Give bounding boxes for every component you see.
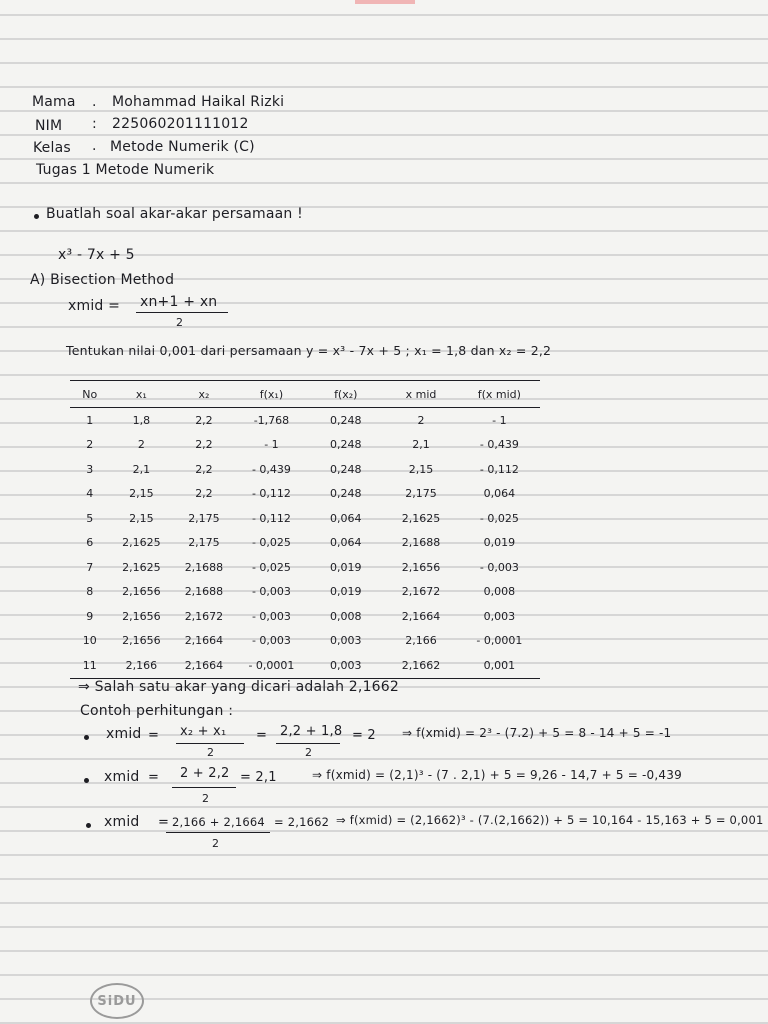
sidu-stamp: SiDU xyxy=(90,983,144,1019)
table-cell: 2,1 xyxy=(412,438,430,452)
table-cell: 2,1 xyxy=(132,462,151,476)
table-row xyxy=(70,604,540,629)
column-header: No xyxy=(70,381,110,408)
example3-eq: = xyxy=(158,815,170,830)
table-cell: 2,1662 xyxy=(383,653,458,678)
table-cell: 11 xyxy=(70,653,110,678)
example2-eq: = xyxy=(148,770,160,785)
example1-numerator2: 2,2 + 1,8 xyxy=(280,724,343,739)
name-sep: . xyxy=(92,94,97,110)
table-cell: 0,001 xyxy=(459,653,540,678)
table-row xyxy=(70,555,540,580)
table-cell: 0,064 xyxy=(330,536,362,550)
table-cell: 0,003 xyxy=(308,653,383,678)
formula-fraction-line xyxy=(136,312,228,313)
example1-denominator: 2 xyxy=(207,746,215,759)
example2-result: = 2,1 xyxy=(240,770,277,785)
nim-sep: : xyxy=(92,116,97,132)
table-row xyxy=(70,506,540,531)
table-row xyxy=(70,580,540,605)
table-cell: 1 xyxy=(86,413,94,427)
table-cell: 2,2 xyxy=(195,462,213,476)
table-cell: - 0,0001 xyxy=(476,634,523,648)
column-header: x₂ xyxy=(173,381,235,408)
table-cell: 0,064 xyxy=(483,487,516,501)
table-cell: 2,1672 xyxy=(184,609,224,623)
table-cell: 6 xyxy=(86,536,94,550)
table-cell: - 0,112 xyxy=(251,487,291,501)
formula-numerator: xn+1 + xn xyxy=(140,294,218,310)
table-cell: 2,1625 xyxy=(122,560,161,574)
table-cell: 1,8 xyxy=(132,413,151,427)
column-header: x₁ xyxy=(110,381,174,408)
example2-fraction-line xyxy=(172,787,236,788)
example2-denominator: 2 xyxy=(202,792,210,805)
table-cell: 2 xyxy=(417,413,425,427)
table-cell: 2,1664 xyxy=(173,653,235,678)
table-row xyxy=(70,531,540,556)
table-cell: 9 xyxy=(86,609,94,623)
table-row xyxy=(70,482,540,507)
table-body xyxy=(70,408,540,679)
table-cell: - 0,025 xyxy=(479,511,519,525)
example2-calc: ⇒ f(xmid) = (2,1)³ - (7 . 2,1) + 5 = 9,26 - 14,7 + 5 = -0,439 xyxy=(312,768,682,782)
example3-numerator: 2,166 + 2,1664 xyxy=(172,815,265,829)
bullet xyxy=(84,735,89,740)
column-header: x mid xyxy=(383,381,458,408)
example1-denominator2: 2 xyxy=(305,746,313,759)
table-cell: - 0,439 xyxy=(479,438,519,452)
table-cell: - 0,112 xyxy=(251,511,291,525)
table-cell: 0,008 xyxy=(330,609,362,623)
table-cell: - 0,003 xyxy=(479,560,519,574)
table-cell: 2,1672 xyxy=(401,585,441,599)
bullet xyxy=(34,214,39,219)
examples-title: Contoh perhitungan : xyxy=(80,703,234,719)
table-cell: 2,2 xyxy=(195,438,213,452)
table-cell: 2,1656 xyxy=(122,585,161,599)
table-row xyxy=(70,433,540,458)
table-cell: 0,019 xyxy=(330,585,362,599)
table-cell: - 0,112 xyxy=(479,462,519,476)
table-cell: 2,175 xyxy=(188,511,220,525)
problem-statement: Tentukan nilai 0,001 dari persamaan y = x³ - 7x + 5 ; x₁ = 1,8 dan x₂ = 2,2 xyxy=(66,343,552,358)
table-cell: - 0,025 xyxy=(251,560,291,574)
table-cell: -1,768 xyxy=(253,413,290,427)
class-label: Kelas xyxy=(33,140,71,156)
table-cell: 10 xyxy=(82,634,97,648)
table-cell: - 0,003 xyxy=(251,609,291,623)
table-cell: 2,1625 xyxy=(401,511,441,525)
column-header: f(x mid) xyxy=(459,381,540,408)
table-row xyxy=(70,408,540,433)
nim-value: 225060201111012 xyxy=(112,116,249,132)
example3-xmid: xmid xyxy=(104,814,140,830)
class-sep: . xyxy=(92,138,97,154)
example3-fraction-line xyxy=(166,832,270,833)
table-cell: 2,2 xyxy=(195,413,213,427)
table-cell: 2,1688 xyxy=(184,585,224,599)
table-cell: - 1 xyxy=(492,413,507,427)
table-cell: 2,166 xyxy=(110,653,174,678)
table-cell: 2,175 xyxy=(188,536,220,550)
example1-fraction-line xyxy=(176,743,244,744)
example3-calc: ⇒ f(xmid) = (2,1662)³ - (7.(2,1662)) + 5 = 10,164 - 15,163 + 5 = 0,001 xyxy=(336,813,764,827)
table-cell: 2,2 xyxy=(195,487,213,501)
table-row xyxy=(70,629,540,654)
table-row xyxy=(70,457,540,482)
table-cell: 7 xyxy=(86,560,94,574)
table-cell: 0,064 xyxy=(330,511,362,525)
column-header: f(x₂) xyxy=(308,381,383,408)
example1-calc: ⇒ f(xmid) = 2³ - (7.2) + 5 = 8 - 14 + 5 = -1 xyxy=(402,726,672,740)
class-value: Metode Numerik (C) xyxy=(110,139,255,155)
example1-result: = 2 xyxy=(352,728,376,743)
table-header-row xyxy=(70,381,540,408)
formula-denominator: 2 xyxy=(176,316,184,329)
name-label: Mama xyxy=(32,94,76,110)
table-cell: 2,1664 xyxy=(184,634,224,648)
table-cell: 0,248 xyxy=(330,487,362,501)
xmid-label: xmid = xyxy=(68,298,121,314)
table-cell: 0,248 xyxy=(330,438,362,452)
table-cell: 2,15 xyxy=(408,462,434,476)
table-cell: - 0,003 xyxy=(251,585,291,599)
bullet xyxy=(84,778,89,783)
table-cell: 2,1656 xyxy=(401,560,441,574)
column-header: f(x₁) xyxy=(235,381,308,408)
table-cell: 2,1688 xyxy=(401,536,441,550)
name-value: Mohammad Haikal Rizki xyxy=(112,94,285,110)
table-cell: 0,003 xyxy=(483,609,516,623)
table-cell: - 0,003 xyxy=(251,634,291,648)
nim-label: NIM xyxy=(35,118,63,134)
table-cell: 2 xyxy=(137,438,145,452)
table-cell: 2,1664 xyxy=(401,609,441,623)
table-row xyxy=(70,653,540,678)
table-cell: 2,1656 xyxy=(122,634,161,648)
table-cell: 0,019 xyxy=(330,560,362,574)
assignment-title: Tugas 1 Metode Numerik xyxy=(36,162,215,178)
example3-result: = 2,1662 xyxy=(274,815,330,829)
bisection-table xyxy=(70,380,540,679)
table-cell: 0,248 xyxy=(330,462,362,476)
example2-numerator: 2 + 2,2 xyxy=(180,766,230,781)
table-cell: 0,008 xyxy=(483,585,516,599)
table-cell: 2,1625 xyxy=(122,536,161,550)
table-cell: - 0,439 xyxy=(251,462,291,476)
example1-fraction-line2 xyxy=(276,743,340,744)
table-cell: 2,15 xyxy=(129,511,154,525)
page-top-mark xyxy=(355,0,415,4)
table-cell: 0,019 xyxy=(483,536,516,550)
task-equation: x³ - 7x + 5 xyxy=(58,247,135,263)
table-cell: 8 xyxy=(86,585,94,599)
table-cell: 0,248 xyxy=(330,413,362,427)
bullet xyxy=(86,823,91,828)
conclusion: ⇒ Salah satu akar yang dicari adalah 2,1662 xyxy=(78,679,399,695)
table-cell: 2 xyxy=(86,438,94,452)
example2-xmid: xmid xyxy=(104,769,140,785)
table-cell: 5 xyxy=(86,511,94,525)
table-cell: 3 xyxy=(86,462,94,476)
table-cell: 2,1656 xyxy=(122,609,161,623)
example1-xmid: xmid xyxy=(106,726,142,742)
example1-eq2: = xyxy=(256,728,268,743)
method-title: A) Bisection Method xyxy=(30,272,175,288)
table-cell: - 1 xyxy=(264,438,279,452)
table-cell: - 0,025 xyxy=(251,536,291,550)
example3-denominator: 2 xyxy=(212,837,220,850)
table-cell: 0,003 xyxy=(330,634,362,648)
task-instruction: Buatlah soal akar-akar persamaan ! xyxy=(46,206,303,222)
example1-numerator: x₂ + x₁ xyxy=(180,724,227,739)
table-cell: 2,175 xyxy=(405,487,437,501)
table-cell: 2,166 xyxy=(405,634,437,648)
example1-eq: = xyxy=(148,728,160,743)
table-cell: 2,1688 xyxy=(184,560,224,574)
table-cell: - 0,0001 xyxy=(235,653,308,678)
table-cell: 4 xyxy=(86,487,94,501)
table-cell: 2,15 xyxy=(129,487,154,501)
